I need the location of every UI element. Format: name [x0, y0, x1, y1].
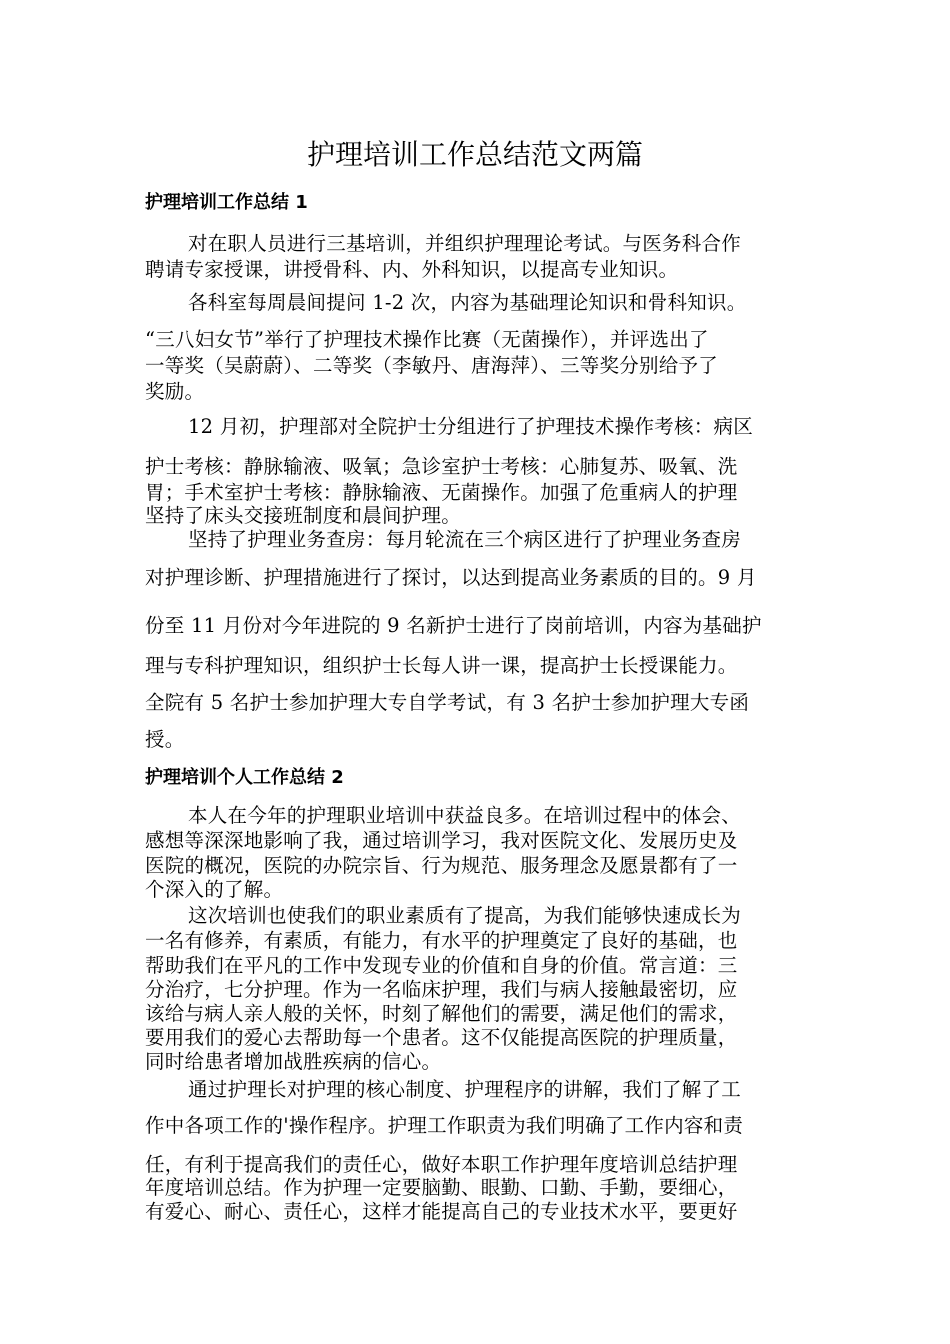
paragraph-line: 通过护理长对护理的核心制度、护理程序的讲解，我们了解了工 — [188, 1078, 742, 1101]
paragraph-line: 胃；手术室护士考核：静脉输液、无菌操作。加强了危重病人的护理 — [145, 481, 738, 504]
paragraph-line: 感想等深深地影响了我，通过培训学习，我对医院文化、发展历史及 — [145, 829, 738, 852]
paragraph-line: 要用我们的爱心去帮助每一个患者。这不仅能提高医院的护理质量， — [145, 1026, 738, 1049]
paragraph-line: 聘请专家授课，讲授骨科、内、外科知识，以提高专业知识。 — [145, 258, 679, 281]
paragraph-line: 这次培训也使我们的职业素质有了提高，为我们能够快速成长为 — [188, 904, 742, 927]
paragraph-line: 本人在今年的护理职业培训中获益良多。在培训过程中的体会、 — [188, 804, 742, 827]
paragraph-line: 授。 — [145, 728, 185, 751]
paragraph-line: 个深入的了解。 — [145, 878, 284, 901]
paragraph-line: 医院的概况，医院的办院宗旨、行为规范、服务理念及愿景都有了一 — [145, 854, 738, 877]
paragraph-line: 任，有利于提高我们的责任心，做好本职工作护理年度培训总结护理 — [145, 1153, 738, 1176]
paragraph-line: 各科室每周晨间提问 1-2 次，内容为基础理论知识和骨科知识。 — [188, 291, 747, 314]
paragraph-line: 年度培训总结。作为护理一定要脑勤、眼勤、口勤、手勤，要细心， — [145, 1176, 738, 1199]
section-2-heading: 护理培训个人工作总结 2 — [145, 767, 344, 788]
paragraph-line: 帮助我们在平凡的工作中发现专业的价值和自身的价值。常言道：三 — [145, 954, 738, 977]
paragraph-line: 全院有 5 名护士参加护理大专自学考试，有 3 名护士参加护理大专函 — [145, 691, 750, 714]
paragraph-line: 理与专科护理知识，组织护士长每人讲一课，提高护士长授课能力。 — [145, 654, 738, 677]
paragraph-line: 作中各项工作的'操作程序。护理工作职责为我们明确了工作内容和责 — [145, 1114, 744, 1137]
paragraph-line: 有爱心、耐心、责任心，这样才能提高自己的专业技术水平，要更好 — [145, 1200, 738, 1223]
paragraph-line: 对在职人员进行三基培训，并组织护理理论考试。与医务科合作 — [188, 232, 742, 255]
paragraph-line: 分治疗，七分护理。作为一名临床护理，我们与病人接触最密切，应 — [145, 978, 738, 1001]
paragraph-line: 一等奖（吴蔚蔚）、二等奖（李敏丹、唐海萍）、三等奖分别给予了 — [145, 354, 719, 377]
paragraph-line: 12 月初，护理部对全院护士分组进行了护理技术操作考核：病区 — [188, 415, 754, 438]
section-1-heading: 护理培训工作总结 1 — [145, 192, 308, 213]
paragraph-line: 对护理诊断、护理措施进行了探讨，以达到提高业务素质的目的。9 月 — [145, 566, 757, 589]
paragraph-line: 该给与病人亲人般的关怀，时刻了解他们的需要，满足他们的需求， — [145, 1002, 738, 1025]
paragraph-line: 护士考核：静脉输液、吸氧；急诊室护士考核：心肺复苏、吸氧、洗 — [145, 455, 738, 478]
document-title: 护理培训工作总结范文两篇 — [306, 138, 643, 171]
paragraph-line: 一名有修养，有素质，有能力，有水平的护理奠定了良好的基础，也 — [145, 929, 738, 952]
paragraph-line: 坚持了床头交接班制度和晨间护理。 — [145, 504, 462, 527]
paragraph-line: 奖励。 — [145, 380, 205, 403]
paragraph-line: 坚持了护理业务查房：每月轮流在三个病区进行了护理业务查房 — [188, 528, 742, 551]
paragraph-line: 同时给患者增加战胜疾病的信心。 — [145, 1050, 442, 1073]
paragraph-line: “三八妇女节”举行了护理技术操作比赛（无菌操作），并评选出了 — [145, 328, 709, 351]
paragraph-line: 份至 11 月份对今年进院的 9 名新护士进行了岗前培训，内容为基础护 — [145, 614, 762, 637]
